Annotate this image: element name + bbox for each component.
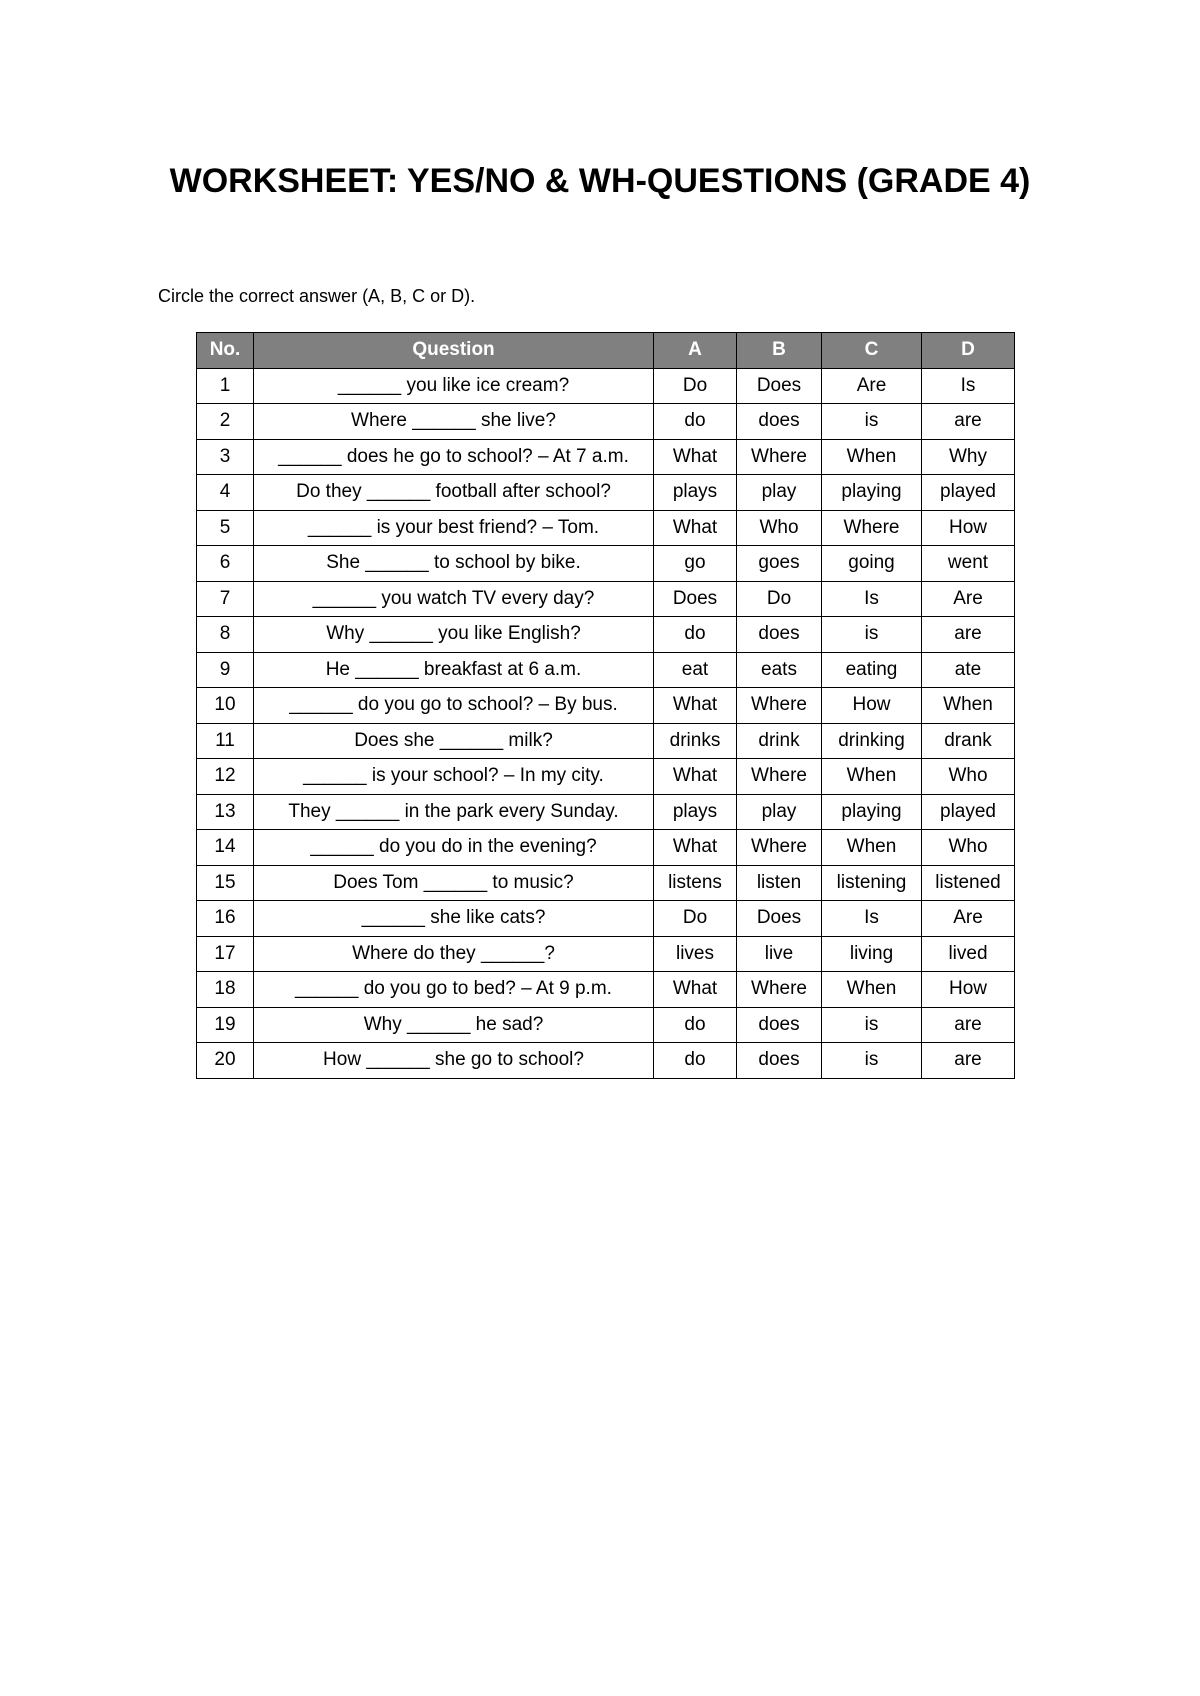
table-row — [197, 936, 1015, 972]
table-row — [197, 830, 1015, 866]
question-text: ______ does he go to school? – At 7 a.m. — [254, 439, 654, 475]
option-c[interactable]: listening — [822, 865, 922, 901]
question-number: 17 — [197, 936, 254, 972]
option-d[interactable]: Why — [922, 439, 1015, 475]
question-number: 16 — [197, 901, 254, 937]
question-text: Where ______ she live? — [254, 404, 654, 440]
question-text: ______ she like cats? — [254, 901, 654, 937]
option-c[interactable]: When — [822, 439, 922, 475]
option-b[interactable]: does — [737, 617, 822, 653]
option-d[interactable]: are — [922, 404, 1015, 440]
option-a[interactable]: do — [654, 617, 737, 653]
header-option-d: D — [922, 333, 1015, 369]
option-c[interactable]: is — [822, 404, 922, 440]
option-b[interactable]: Where — [737, 439, 822, 475]
option-b[interactable]: Where — [737, 972, 822, 1008]
question-number: 7 — [197, 581, 254, 617]
option-c[interactable]: playing — [822, 475, 922, 511]
option-a[interactable]: What — [654, 688, 737, 724]
option-b[interactable]: Do — [737, 581, 822, 617]
option-b[interactable]: Who — [737, 510, 822, 546]
table-row — [197, 901, 1015, 937]
option-a[interactable]: plays — [654, 794, 737, 830]
option-c[interactable]: When — [822, 759, 922, 795]
question-number: 18 — [197, 972, 254, 1008]
option-c[interactable]: Is — [822, 581, 922, 617]
question-number: 8 — [197, 617, 254, 653]
option-d[interactable]: are — [922, 617, 1015, 653]
question-rows — [197, 368, 1015, 1078]
option-d[interactable]: listened — [922, 865, 1015, 901]
option-c[interactable]: living — [822, 936, 922, 972]
option-d[interactable]: drank — [922, 723, 1015, 759]
table-row — [197, 865, 1015, 901]
option-c[interactable]: When — [822, 830, 922, 866]
option-b[interactable]: does — [737, 404, 822, 440]
question-number: 11 — [197, 723, 254, 759]
option-b[interactable]: eats — [737, 652, 822, 688]
question-number: 5 — [197, 510, 254, 546]
table-row — [197, 510, 1015, 546]
option-d[interactable]: How — [922, 972, 1015, 1008]
table-row — [197, 1007, 1015, 1043]
option-b[interactable]: does — [737, 1043, 822, 1079]
option-a[interactable]: What — [654, 510, 737, 546]
option-c[interactable]: going — [822, 546, 922, 582]
option-c[interactable]: Where — [822, 510, 922, 546]
option-a[interactable]: Does — [654, 581, 737, 617]
option-c[interactable]: Is — [822, 901, 922, 937]
question-number: 4 — [197, 475, 254, 511]
option-a[interactable]: What — [654, 972, 737, 1008]
option-b[interactable]: does — [737, 1007, 822, 1043]
table-row — [197, 581, 1015, 617]
question-text: Do they ______ football after school? — [254, 475, 654, 511]
question-text: Where do they ______? — [254, 936, 654, 972]
table-row — [197, 652, 1015, 688]
option-c[interactable]: Are — [822, 368, 922, 404]
question-number: 19 — [197, 1007, 254, 1043]
question-number: 2 — [197, 404, 254, 440]
question-number: 10 — [197, 688, 254, 724]
option-c[interactable]: How — [822, 688, 922, 724]
option-a[interactable]: What — [654, 759, 737, 795]
question-text: ______ do you go to bed? – At 9 p.m. — [254, 972, 654, 1008]
worksheet-title: WORKSHEET: YES/NO & WH-QUESTIONS (GRADE 4) — [169, 162, 1031, 200]
option-d[interactable]: How — [922, 510, 1015, 546]
option-a[interactable]: Do — [654, 901, 737, 937]
option-b[interactable]: goes — [737, 546, 822, 582]
question-text: ______ is your best friend? – Tom. — [254, 510, 654, 546]
question-number: 20 — [197, 1043, 254, 1079]
option-a[interactable]: do — [654, 1043, 737, 1079]
question-number: 12 — [197, 759, 254, 795]
option-b[interactable]: live — [737, 936, 822, 972]
table-row — [197, 759, 1015, 795]
option-a[interactable]: eat — [654, 652, 737, 688]
option-a[interactable]: drinks — [654, 723, 737, 759]
table-row — [197, 723, 1015, 759]
question-number: 3 — [197, 439, 254, 475]
option-a[interactable]: listens — [654, 865, 737, 901]
option-b[interactable]: Where — [737, 759, 822, 795]
header-number: No. — [197, 333, 254, 369]
table-row — [197, 368, 1015, 404]
question-number: 13 — [197, 794, 254, 830]
option-d[interactable]: lived — [922, 936, 1015, 972]
option-b[interactable]: Does — [737, 368, 822, 404]
question-number: 15 — [197, 865, 254, 901]
option-d[interactable]: ate — [922, 652, 1015, 688]
header-question: Question — [254, 333, 654, 369]
table-row — [197, 617, 1015, 653]
option-b[interactable]: drink — [737, 723, 822, 759]
question-text: How ______ she go to school? — [254, 1043, 654, 1079]
option-a[interactable]: What — [654, 830, 737, 866]
instructions: Circle the correct answer (A, B, C or D). — [158, 286, 476, 306]
option-b[interactable]: Where — [737, 830, 822, 866]
question-number: 14 — [197, 830, 254, 866]
question-text: They ______ in the park every Sunday. — [254, 794, 654, 830]
question-text: He ______ breakfast at 6 a.m. — [254, 652, 654, 688]
option-b[interactable]: play — [737, 794, 822, 830]
option-b[interactable]: Where — [737, 688, 822, 724]
question-text: ______ do you go to school? – By bus. — [254, 688, 654, 724]
header-option-c: C — [822, 333, 922, 369]
header-option-a: A — [654, 333, 737, 369]
option-b[interactable]: play — [737, 475, 822, 511]
option-b[interactable]: Does — [737, 901, 822, 937]
option-d[interactable]: played — [922, 475, 1015, 511]
question-text: Does Tom ______ to music? — [254, 865, 654, 901]
table-row — [197, 688, 1015, 724]
question-table — [196, 332, 1015, 1079]
option-a[interactable]: plays — [654, 475, 737, 511]
option-c[interactable]: is — [822, 617, 922, 653]
header-row — [197, 333, 1015, 369]
question-number: 1 — [197, 368, 254, 404]
question-text: ______ do you do in the evening? — [254, 830, 654, 866]
option-a[interactable]: go — [654, 546, 737, 582]
question-number: 6 — [197, 546, 254, 582]
table-row — [197, 794, 1015, 830]
header-option-b: B — [737, 333, 822, 369]
option-a[interactable]: Do — [654, 368, 737, 404]
question-text: She ______ to school by bike. — [254, 546, 654, 582]
question-text: Why ______ you like English? — [254, 617, 654, 653]
option-a[interactable]: lives — [654, 936, 737, 972]
table-row — [197, 475, 1015, 511]
option-d[interactable]: When — [922, 688, 1015, 724]
option-c[interactable]: eating — [822, 652, 922, 688]
table-row — [197, 439, 1015, 475]
question-number: 9 — [197, 652, 254, 688]
option-c[interactable]: When — [822, 972, 922, 1008]
option-a[interactable]: do — [654, 1007, 737, 1043]
option-c[interactable]: is — [822, 1007, 922, 1043]
option-c[interactable]: drinking — [822, 723, 922, 759]
table-row — [197, 972, 1015, 1008]
option-c[interactable]: playing — [822, 794, 922, 830]
table-row — [197, 404, 1015, 440]
option-b[interactable]: listen — [737, 865, 822, 901]
option-d[interactable]: Who — [922, 759, 1015, 795]
option-a[interactable]: What — [654, 439, 737, 475]
option-a[interactable]: do — [654, 404, 737, 440]
option-d[interactable]: Are — [922, 581, 1015, 617]
table-row — [197, 1043, 1015, 1079]
question-text: Does she ______ milk? — [254, 723, 654, 759]
question-text: ______ you watch TV every day? — [254, 581, 654, 617]
option-d[interactable]: played — [922, 794, 1015, 830]
option-d[interactable]: are — [922, 1043, 1015, 1079]
question-text: Why ______ he sad? — [254, 1007, 654, 1043]
option-d[interactable]: Who — [922, 830, 1015, 866]
option-c[interactable]: is — [822, 1043, 922, 1079]
question-text: ______ you like ice cream? — [254, 368, 654, 404]
option-d[interactable]: are — [922, 1007, 1015, 1043]
option-d[interactable]: Are — [922, 901, 1015, 937]
table-row — [197, 546, 1015, 582]
question-text: ______ is your school? – In my city. — [254, 759, 654, 795]
option-d[interactable]: went — [922, 546, 1015, 582]
option-d[interactable]: Is — [922, 368, 1015, 404]
